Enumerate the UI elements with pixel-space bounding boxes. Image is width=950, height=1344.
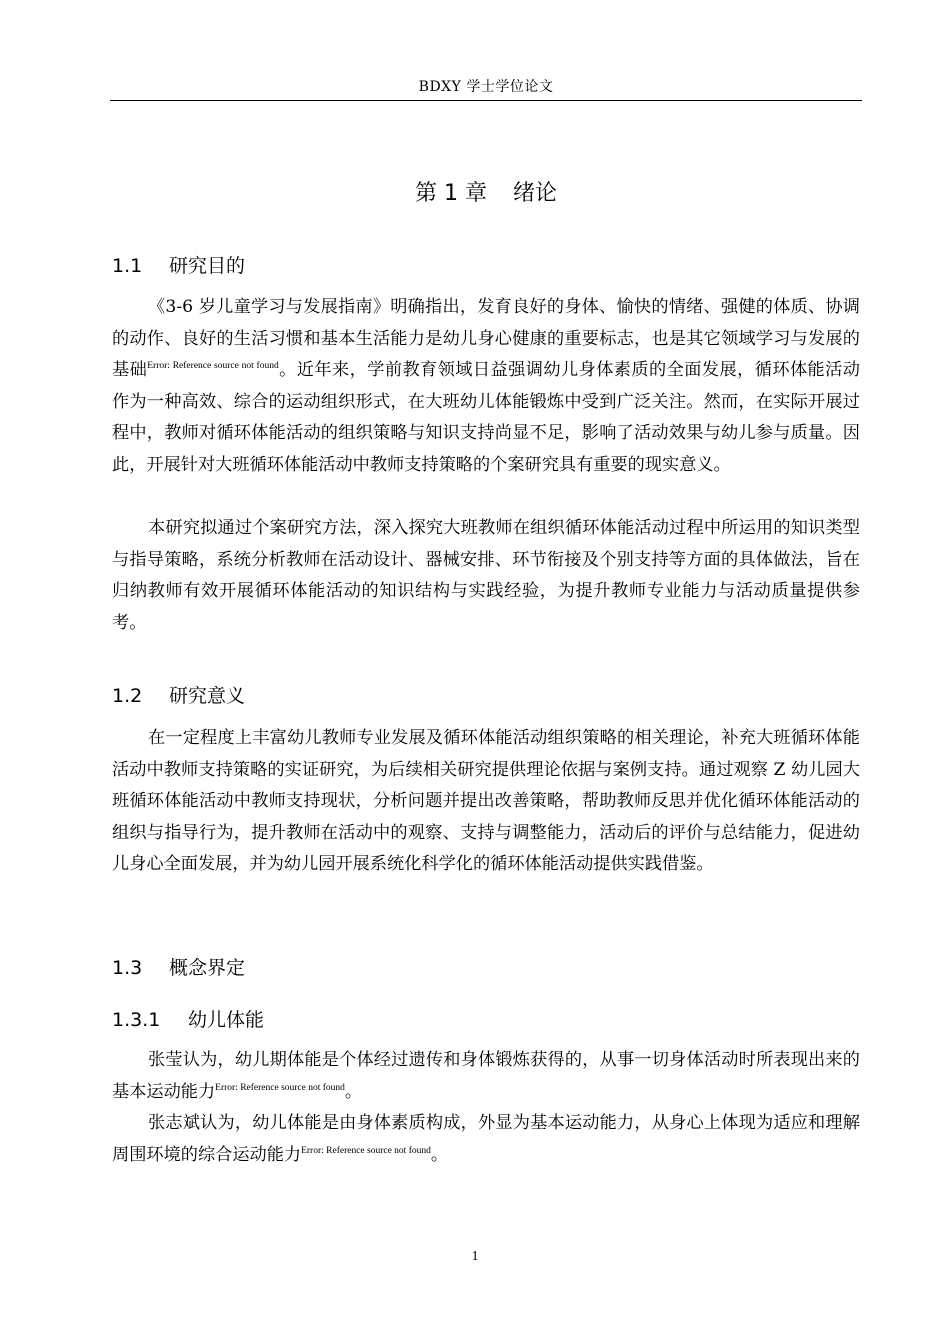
section-number: 1.1: [112, 255, 143, 277]
chapter-name: 绪论: [512, 181, 557, 206]
paragraph-1-2: 在一定程度上丰富幼儿教师专业发展及循环体能活动组织策略的相关理论，补充大班循环体能活动中教师支持策略的实证研究，为后续相关研究提供理论依据与案例支持。通过观察 Z 幼儿园大班循环体能活动中教师支持现状，分析问题并提出改善策略，帮助教师反思并优化循环体能活动的组织与指导行为，提升教师在活动中的观察、支持与调整能力，活动后的评价与总结能力，促进幼儿身心全面发展，并为幼儿园开展系统化科学化的循环体能活动提供实践借鉴。: [112, 728, 860, 874]
paragraph-text: 张志斌认为，幼儿体能是由身体素质构成，外显为基本运动能力，从身心上体现为适应和理解周围环境的综合运动能力: [112, 1113, 860, 1165]
section-number: 1.3: [112, 957, 143, 979]
running-header: BDXY 学士学位论文: [418, 79, 554, 95]
paragraph-1-3-1-a: [112, 1045, 860, 1108]
subsection-title: 幼儿体能: [188, 1009, 265, 1031]
section-title: 研究意义: [169, 685, 246, 707]
section-heading-1-2: [112, 682, 245, 710]
paragraph-1-1-a: [112, 292, 860, 481]
section-number: 1.2: [112, 685, 143, 707]
chapter-number: 第 1 章: [415, 181, 487, 206]
paragraph-1-3-1-b: [112, 1108, 860, 1171]
section-heading-1-1: [112, 252, 245, 280]
paragraph-1-1-b: 本研究拟通过个案研究方法，深入探究大班教师在组织循环体能活动过程中所运用的知识类型与指导策略，系统分析教师在活动设计、器械安排、环节衔接及个别支持等方面的具体做法，旨在归纳教师有效开展循环体能活动的知识结构与实践经验，为提升教师专业能力与活动质量提供参考。: [112, 518, 860, 633]
paragraph-text: 张莹认为，幼儿期体能是个体经过遗传和身体锻炼获得的，从事一切身体活动时所表现出来的基本运动能力: [112, 1050, 860, 1102]
reference-error: Error: Reference source not found: [301, 1145, 431, 1156]
section-heading-1-3: [112, 954, 245, 982]
subsection-number: 1.3.1: [112, 1009, 161, 1031]
section-title: 概念界定: [169, 957, 246, 979]
chapter-title: [110, 178, 862, 210]
page-number: 1: [471, 1249, 479, 1264]
section-title: 研究目的: [169, 255, 246, 277]
paragraph-text: 《3-6 岁儿童学习与发展指南》明确指出，发育良好的身体、愉快的情绪、强健的体质、协调的动作、良好的生活习惯和基本生活能力是幼儿身心健康的重要标志，也是其它领域学习与发展的基础: [112, 297, 860, 380]
paragraph-text: 。近年来，学前教育领域日益强调幼儿身体素质的全面发展，循环体能活动作为一种高效、综合的运动组织形式，在大班幼儿体能锻炼中受到广泛关注。然而，在实际开展过程中，教师对循环体能活动的组织策略与知识支持尚显不足，影响了活动效果与幼儿参与质量。因此，开展针对大班循环体能活动中教师支持策略的个案研究具有重要的现实意义。: [112, 360, 860, 475]
paragraph-text: 。: [430, 1144, 449, 1165]
reference-error: Error: Reference source not found: [215, 1082, 345, 1093]
subsection-heading-1-3-1: [112, 1006, 264, 1034]
reference-error: Error: Reference source not found: [147, 361, 279, 371]
paragraph-text: 。: [344, 1081, 363, 1102]
header-rule: [110, 100, 862, 101]
